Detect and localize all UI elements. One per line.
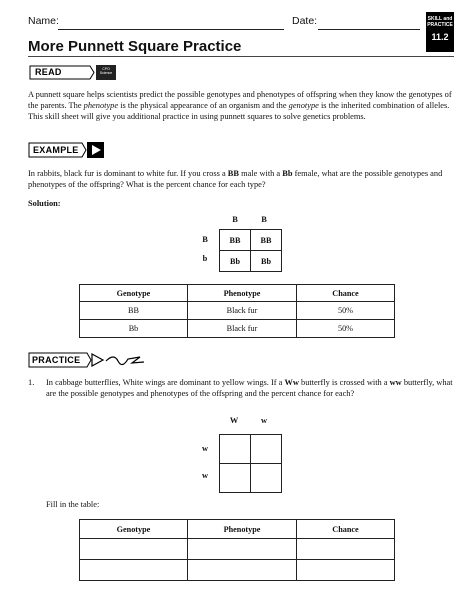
- q1-bold-ww: Ww: [284, 378, 299, 387]
- fill-table-label: Fill in the table:: [46, 500, 100, 509]
- practice-side-allele-1: w: [201, 444, 209, 453]
- question-number: 1.: [28, 378, 35, 387]
- answer-cell[interactable]: [297, 539, 395, 560]
- example-side-allele-1: B: [202, 235, 208, 244]
- practice-results-table: [79, 519, 395, 581]
- badge-top-text: SKILL and PRACTICE: [427, 16, 453, 28]
- name-label: Name:: [28, 15, 59, 27]
- punnett-cell: BB: [220, 230, 251, 251]
- table-header-phenotype: Phenotype: [188, 520, 297, 539]
- example-question: [28, 168, 454, 190]
- table-header-genotype: Genotype: [80, 285, 188, 302]
- example-text-3: female, what are the possible genotypes and phenotypes of the offspring? What is the percent chance for each type?: [28, 169, 443, 190]
- title-rule: [28, 56, 454, 57]
- punnett-answer-cell[interactable]: [220, 464, 251, 493]
- example-side-allele-2: b: [202, 254, 208, 263]
- q1-bold-ww2: ww: [389, 378, 402, 387]
- read-tag-label: READ: [35, 67, 62, 77]
- example-punnett-square: [219, 229, 282, 272]
- q1-text-3: butterfly, what are the possible genotypes and phenotypes of the offspring and the percent chance for each?: [46, 378, 453, 399]
- name-field[interactable]: [58, 29, 284, 30]
- read-tag: [28, 64, 120, 81]
- answer-cell[interactable]: [80, 539, 188, 560]
- book-label: CPO Science: [99, 67, 113, 75]
- punnett-cell: Bb: [251, 251, 282, 272]
- term-genotype: genotype: [288, 101, 319, 111]
- table-row: [80, 302, 395, 320]
- table-row: [80, 560, 395, 581]
- practice-side-allele-2: w: [201, 471, 209, 480]
- book-icon: [96, 65, 116, 80]
- punnett-answer-cell[interactable]: [251, 464, 282, 493]
- punnett-cell: BB: [251, 230, 282, 251]
- read-paragraph: [28, 89, 454, 123]
- practice-tag: [28, 351, 148, 369]
- date-label: Date:: [292, 15, 318, 27]
- practice-tag-label: PRACTICE: [32, 355, 81, 365]
- table-cell: Black fur: [188, 302, 297, 320]
- practice-punnett-square: [219, 434, 282, 493]
- example-top-allele-1: B: [232, 215, 238, 224]
- solution-label: Solution:: [28, 199, 61, 208]
- table-cell: BB: [80, 302, 188, 320]
- date-field[interactable]: [318, 29, 420, 30]
- practice-top-allele-1: W: [229, 416, 239, 425]
- table-row: [80, 320, 395, 338]
- practice-question-1: [46, 377, 454, 399]
- example-text-1: In rabbits, black fur is dominant to white fur. If you cross a: [28, 169, 228, 178]
- practice-top-allele-2: w: [260, 416, 268, 425]
- table-header-chance: Chance: [297, 520, 395, 539]
- table-cell: 50%: [297, 320, 395, 338]
- page-title: More Punnett Square Practice: [28, 38, 242, 55]
- table-cell: Bb: [80, 320, 188, 338]
- punnett-answer-cell[interactable]: [220, 435, 251, 464]
- table-cell: 50%: [297, 302, 395, 320]
- example-text-2: male with a: [238, 169, 283, 178]
- table-cell: Black fur: [188, 320, 297, 338]
- punnett-cell: Bb: [220, 251, 251, 272]
- answer-cell[interactable]: [188, 560, 297, 581]
- example-bold-bb: BB: [227, 169, 239, 178]
- read-text-3: is the inherited combination of alleles. This skill sheet will give you additional practice in using punnett squares to solve genetics problems.: [28, 101, 450, 122]
- table-header-genotype: Genotype: [80, 520, 188, 539]
- example-top-allele-2: B: [261, 215, 267, 224]
- term-phenotype: phenotype: [83, 101, 119, 111]
- table-header-chance: Chance: [297, 285, 395, 302]
- table-header-phenotype: Phenotype: [188, 285, 297, 302]
- table-row: [80, 539, 395, 560]
- read-text-1: A punnett square helps scientists predict the possible genotypes and phenotypes of offspring when they know the genotypes of the parents. The: [28, 90, 452, 111]
- answer-cell[interactable]: [80, 560, 188, 581]
- q1-text-2: butterfly is crossed with a: [298, 378, 390, 387]
- example-tag: [28, 141, 106, 159]
- example-bold-bb2: Bb: [282, 169, 293, 178]
- example-tag-label: EXAMPLE: [33, 145, 79, 155]
- skill-badge: [426, 12, 454, 52]
- answer-cell[interactable]: [188, 539, 297, 560]
- badge-number: 11.2: [431, 32, 449, 42]
- q1-text-1: In cabbage butterflies, White wings are dominant to yellow wings. If a: [46, 378, 285, 387]
- punnett-answer-cell[interactable]: [251, 435, 282, 464]
- example-results-table: [79, 284, 395, 338]
- answer-cell[interactable]: [297, 560, 395, 581]
- read-text-2: is the physical appearance of an organism and the: [118, 101, 289, 111]
